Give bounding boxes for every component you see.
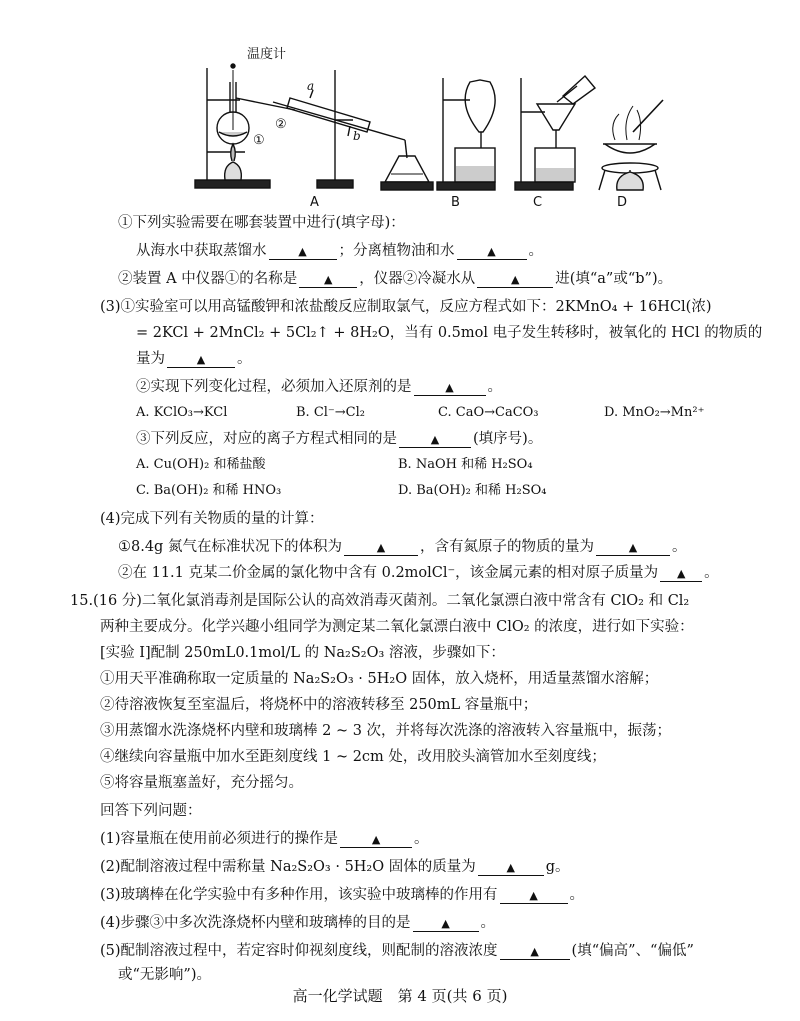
q15-text: (1)容量瓶在使用前必须进行的操作是 (100, 831, 339, 847)
q14-text: 。 (237, 351, 252, 367)
q14-part4-q2 (118, 562, 719, 584)
q14-text: ，仪器②冷凝水从 (359, 271, 476, 287)
q14-part3-q3 (136, 428, 542, 450)
q15-experiment-heading: [实验 Ⅰ]配制 250mL0.1mol/L 的 Na₂S₂O₃ 溶液，步骤如下： (100, 645, 505, 661)
q15-intro-line1: 15.(16 分)二氧化氯消毒剂是国际公认的高效消毒灭菌剂。二氧化氯漂白液中常含有 ClO₂ 和 Cl₂ (70, 593, 690, 609)
q14-part3-line2: = 2KCl + 2MnCl₂ + 5Cl₂↑ + 8H₂O，当有 0.5mol 电子发生转移时，被氧化的 HCl 的物质的 (136, 325, 763, 341)
q14-text: 。 (704, 565, 719, 581)
q15-text: g。 (545, 859, 570, 875)
answer-blank: ▲ (414, 379, 486, 396)
apparatus-figure (185, 40, 665, 208)
q14-text: (填序号)。 (473, 431, 543, 447)
option-b: B. NaOH 和稀 H₂SO₄ (398, 457, 533, 472)
q15-answer-prompt: 回答下列问题： (100, 803, 202, 819)
answer-blank: ▲ (340, 831, 412, 848)
q14-text: 。 (528, 243, 543, 259)
q15-step: ④继续向容量瓶中加水至距刻度线 1 ~ 2cm 处，改用胶头滴管加水至刻度线； (100, 749, 606, 765)
label-a: a (307, 79, 315, 93)
apparatus-label-d: D (617, 195, 628, 208)
q15-step: ①用天平准确称取一定质量的 Na₂S₂O₃ · 5H₂O 固体，放入烧杯，用适量蒸馏水溶解； (100, 671, 659, 687)
q15-text: 。 (414, 831, 429, 847)
q15-question-2 (100, 856, 570, 878)
q14-part1-prompt: ①下列实验需要在哪套装置中进行(填字母)： (118, 215, 405, 231)
answer-blank: ▲ (399, 431, 471, 448)
q15-question-1 (100, 828, 429, 850)
q15-step: ②待溶液恢复至室温后，将烧杯中的溶液转移至 250mL 容量瓶中； (100, 697, 538, 713)
label-b: b (353, 129, 361, 143)
q14-part3-line3 (136, 348, 252, 370)
q14-text: ②在 11.1 克某二价金属的氯化物中含有 0.2molCl⁻，该金属元素的相对原子质量为 (118, 565, 659, 581)
q15-step: ⑤将容量瓶塞盖好，充分摇匀。 (100, 775, 303, 791)
answer-blank: ▲ (596, 539, 670, 556)
q14-text: ②实现下列变化过程，必须加入还原剂的是 (136, 379, 412, 395)
option-d: D. Ba(OH)₂ 和稀 H₂SO₄ (398, 483, 547, 498)
apparatus-label-b: B (451, 195, 460, 208)
q14-part1-blanks (136, 240, 543, 262)
q14-text: ；分离植物油和水 (338, 243, 455, 259)
option-c: C. CaO→CaCO₃ (438, 405, 539, 420)
option-b: B. Cl⁻→Cl₂ (296, 405, 365, 420)
label-2: ② (275, 117, 287, 132)
q14-text: ③下列反应，对应的离子方程式相同的是 (136, 431, 397, 447)
q15-question-3 (100, 884, 584, 906)
apparatus-label-c: C (533, 195, 543, 208)
answer-blank: ▲ (413, 915, 479, 932)
answer-blank: ▲ (299, 271, 357, 288)
answer-blank: ▲ (660, 565, 702, 582)
answer-blank: ▲ (477, 271, 553, 288)
q15-text: 。 (569, 887, 585, 903)
q14-part4-q1 (118, 536, 686, 558)
option-a: A. Cu(OH)₂ 和稀盐酸 (136, 457, 266, 472)
q14-part3-q2 (136, 376, 502, 398)
answer-blank: ▲ (269, 243, 337, 260)
answer-blank: ▲ (500, 887, 568, 904)
answer-blank: ▲ (344, 539, 418, 556)
thermometer-label: 温度计 (247, 47, 287, 62)
option-d: D. MnO₂→Mn²⁺ (604, 405, 705, 420)
q15-text: (2)配制溶液过程中需称量 Na₂S₂O₃ · 5H₂O 固体的质量为 (100, 859, 476, 875)
q14-part2 (118, 268, 672, 290)
q14-part4-prompt: (4)完成下列有关物质的量的计算： (100, 511, 324, 527)
answer-blank: ▲ (457, 243, 527, 260)
apparatus-label-a: A (310, 195, 319, 208)
option-c: C. Ba(OH)₂ 和稀 HNO₃ (136, 483, 282, 498)
q15-text: (4)步骤③中多次洗涤烧杯内壁和玻璃棒的目的是 (100, 915, 411, 931)
q14-text: ①8.4g 氮气在标准状况下的体积为 (118, 539, 342, 555)
q14-text: ②装置 A 中仪器①的名称是 (118, 271, 298, 287)
q14-text: ，含有氮原子的物质的量为 (419, 539, 594, 555)
answer-blank: ▲ (167, 351, 235, 368)
q14-text: 。 (487, 379, 502, 395)
q15-question-5-cont: 或“无影响”)。 (118, 967, 211, 983)
q15-text: (5)配制溶液过程中，若定容时仰视刻度线，则配制的溶液浓度 (100, 943, 498, 959)
q15-step: ③用蒸馏水洗涤烧杯内壁和玻璃棒 2 ~ 3 次，并将每次洗涤的溶液转入容量瓶中，振荡； (100, 723, 672, 739)
option-a: A. KClO₃→KCl (136, 405, 228, 420)
q15-text: 。 (480, 915, 496, 931)
q14-text: 进(填“a”或“b”)。 (555, 271, 673, 287)
q15-question-5 (100, 940, 694, 962)
q14-text: 。 (671, 539, 687, 555)
label-1: ① (253, 133, 265, 148)
q15-text: (3)玻璃棒在化学实验中有多种作用，该实验中玻璃棒的作用有 (100, 887, 498, 903)
q14-part3-line1: (3)①实验室可以用高锰酸钾和浓盐酸反应制取氯气，反应方程式如下：2KMnO₄ + 16HCl(浓) (100, 299, 712, 315)
q15-question-4 (100, 912, 495, 934)
page-footer: 高一化学试题 第 4 页(共 6 页) (292, 987, 508, 1005)
q15-text: (填“偏高”、“偏低” (571, 943, 694, 959)
q15-intro-line2: 两种主要成分。化学兴趣小组同学为测定某二氧化氯漂白液中 ClO₂ 的浓度，进行如下实验： (100, 619, 694, 635)
answer-blank: ▲ (500, 943, 570, 960)
apparatus-drawing (185, 40, 665, 208)
q14-text: 量为 (136, 351, 165, 367)
answer-blank: ▲ (478, 859, 544, 876)
q14-text: 从海水中获取蒸馏水 (136, 243, 267, 259)
